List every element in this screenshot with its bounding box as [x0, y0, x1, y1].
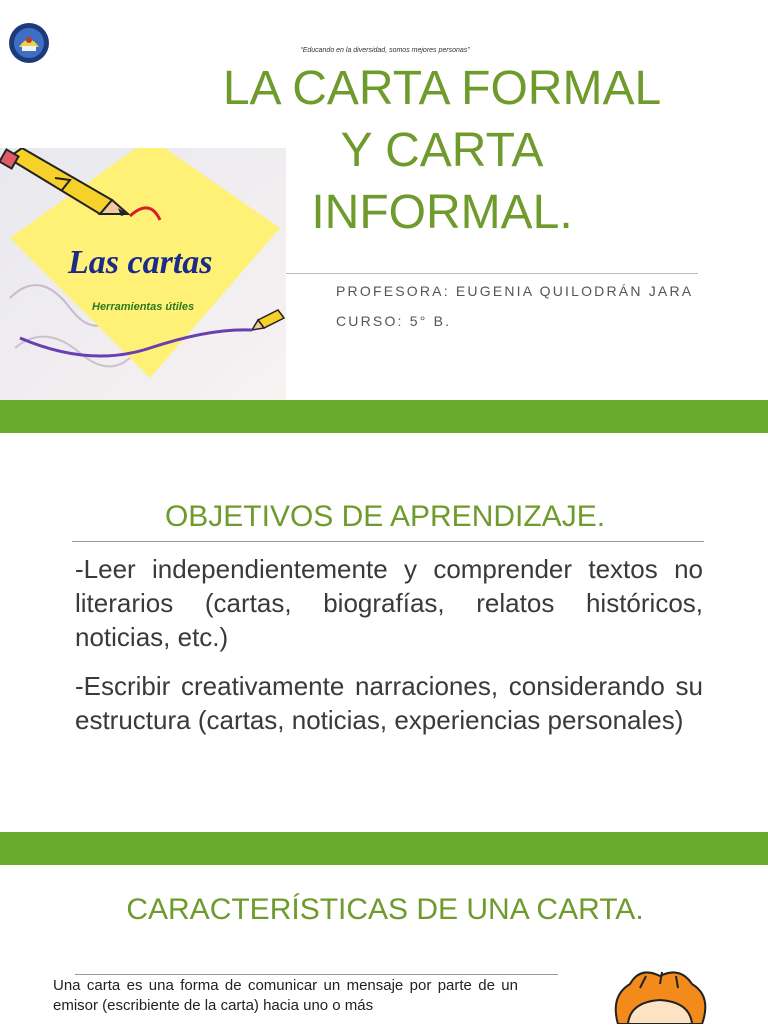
objectives-title: OBJETIVOS DE APRENDIZAJE. [164, 500, 606, 533]
title-divider [285, 273, 698, 274]
teacher-name: PROFESORA: EUGENIA QUILODRÁN JARA [336, 283, 694, 299]
course-label: CURSO: 5° B. [336, 313, 452, 329]
cartoon-kid-icon [600, 966, 720, 1024]
slide-separator-bar [0, 400, 768, 433]
school-crest-icon [8, 22, 50, 64]
school-motto: “Educando en la diversidad, somos mejores personas” [300, 47, 470, 54]
characteristics-divider [75, 974, 558, 975]
objective-item: -Escribir creativamente narraciones, considerando su estructura (cartas, noticias, experiencias personales) [75, 671, 703, 735]
characteristics-text: Una carta es una forma de comunicar un mensaje por parte de un emisor (escribiente de la carta) hacia uno o más [53, 977, 518, 1014]
title-line: INFORMAL. [311, 186, 573, 239]
las-cartas-illustration [0, 148, 286, 400]
illustration-heading: Las cartas [68, 244, 213, 281]
title-line: Y CARTA [340, 124, 544, 177]
objective-item: -Leer independientemente y comprender textos no literarios (cartas, biografías, relatos históricos, noticias, etc.) [75, 554, 703, 652]
characteristics-title: CARACTERÍSTICAS DE UNA CARTA. [126, 893, 644, 926]
title-line: LA CARTA FORMAL [222, 62, 662, 115]
illustration-subheading: Herramientas útiles [92, 301, 195, 313]
slide-separator-bar [0, 832, 768, 865]
objectives-divider [72, 541, 704, 542]
